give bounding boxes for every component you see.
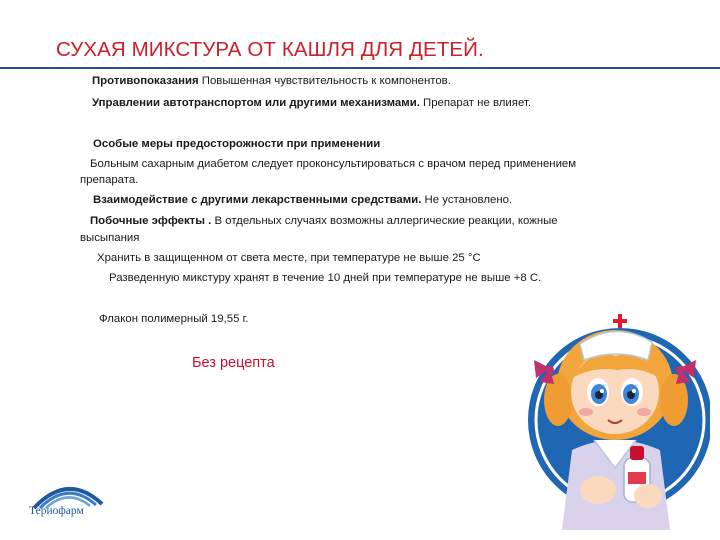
driving-line <box>92 95 531 111</box>
nurse-girl-illustration <box>520 300 710 530</box>
interaction-line <box>93 192 512 208</box>
package-line: Флакон полимерный 19,55 г. <box>99 313 249 325</box>
otc-label: Без рецепта <box>192 355 275 371</box>
side-effects-line-1 <box>90 213 558 229</box>
logo-text: Териофарм <box>29 505 84 517</box>
contraindications-text: Повышенная чувствительность к компонентов. <box>198 75 451 87</box>
diabetes-line-2: препарата. <box>80 174 139 186</box>
title-divider <box>0 67 720 69</box>
driving-text: Препарат не влияет. <box>419 97 532 109</box>
interaction-label: Взаимодействие с другими лекарственными средствами. <box>93 194 422 206</box>
side-effects-line-2: высыпания <box>80 232 140 244</box>
diluted-storage-line: Разведенную микстуру хранят в течение 10 дней при температуре не выше +8 С. <box>109 272 542 284</box>
red-cross-icon <box>613 314 627 328</box>
precautions-line <box>93 136 380 152</box>
precautions-label: Особые меры предосторожности при применении <box>93 138 381 150</box>
page-title: СУХАЯ МИКСТУРА ОТ КАШЛЯ ДЛЯ ДЕТЕЙ. <box>56 38 484 61</box>
side-effects-text: В отдельных случаях возможны аллергические реакции, кожные <box>211 215 558 227</box>
interaction-text: Не установлено. <box>421 194 513 206</box>
contraindications-label: Противопоказания <box>92 75 199 87</box>
driving-label: Управлении автотранспортом или другими механизмами. <box>92 97 420 109</box>
diabetes-line-1: Больным сахарным диабетом следует проконсультироваться с врачом перед применением <box>90 158 577 170</box>
contraindications-line <box>92 73 451 89</box>
storage-line: Хранить в защищенном от света месте, при температуре не выше 25 °С <box>97 252 481 264</box>
side-effects-label: Побочные эффекты . <box>90 215 212 227</box>
